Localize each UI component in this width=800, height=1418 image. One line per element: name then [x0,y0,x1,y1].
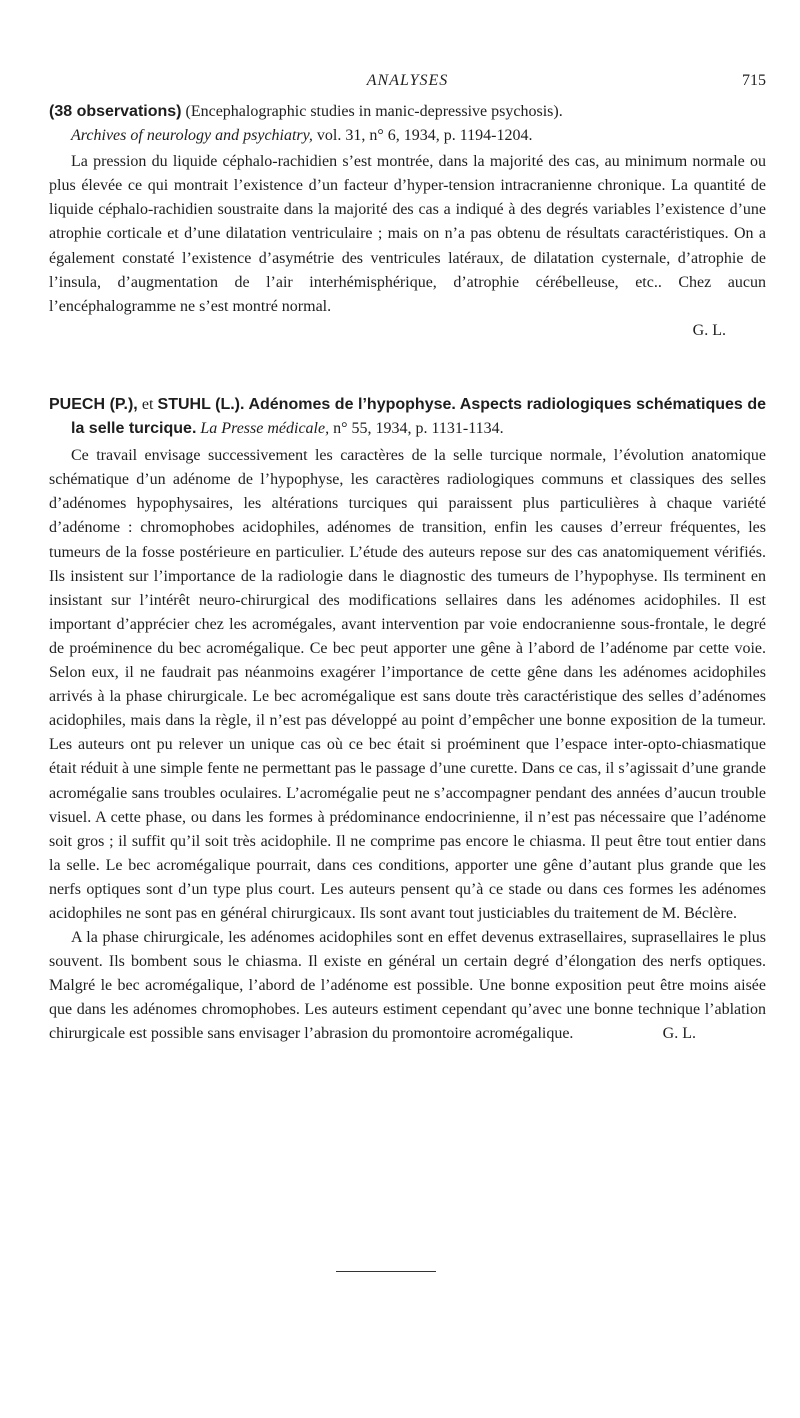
review-2-paragraph-2 [49,926,766,1046]
review-2-paragraph-1: Ce travail envisage successivement les caractères de la selle turcique normale, l’évolution anatomique schématique d’un adénome de l’hypophyse, les caractères radiologiques communs et classiques des selles d’adénomes hypophysaires, les altérations turciques qui paraissent plus particulières à chaque variété d’adénome : chromophobes acidophiles, adénomes de transition, enfin les causes d’erreur fréquentes, les tumeurs de la fosse postérieure en particulier. L’étude des auteurs repose sur des cas anatomiquement vérifiés. Ils insistent sur l’importance de la radiologie dans le diagnostic des tumeurs de l’hypophyse. Ils terminent en insistant sur l’intérêt neuro-chirurgical des modifications sellaires dans les adénomes acidophiles. Il est important d’apprécier chez les acromégales, avant intervention par voie endocranienne sous-frontale, le degré de proéminence du bec acromégalique. Ce bec peut apporter une gêne à l’abord de l’adénome par cette voie. Selon eux, il ne faudrait pas néanmoins exagérer l’importance de cette gêne dans les adénomes acidophiles arrivés à la phase chirurgicale. Le bec acromégalique est sans doute très caractéristique des selles d’adénomes acidophiles, mais dans la règle, il n’est pas développé au point d’empêcher une bonne exposition de la tumeur. Les auteurs ont pu relever un unique cas où ce bec était si proéminent que l’espace inter-opto-chiasmatique était réduit à une simple fente ne permettant pas le passage d’une curette. Dans ce cas, il s’agissait d’une grande acromégalie sans troubles oculaires. L’acromégalie peut ne s’accompagner pendant des années d’aucun trouble visuel. A cette phase, ou dans les formes à prédominance endocrinienne, il n’est pas nécessaire que l’adénome soit gros ; il suffit qu’il soit très acidophile. Il ne comprime pas encore le chiasma. Il peut être tout entier dans la selle. Le bec acromégalique pourrait, dans ces conditions, apporter une gêne d’autant plus grande que les nerfs optiques sont d’un type plus court. Les auteurs pensent qu’à ce stade ou dans ces formes les adénomes acidophiles ne sont pas en général chirurgicaux. Ils sont avant tout justiciables du traitement de M. Béclère. [49,447,766,922]
review-2-paragraph-2-text: A la phase chirurgicale, les adénomes acidophiles sont en effet devenus extrasellaires, suprasellaires le plus souvent. Ils bombent sous le chiasma. Il existe en général un certain degré d’élongation des nerfs optiques. Malgré le bec acromégalique, l’abord de l’adénome est possible. Une bonne exposition peut être moins aisée que dans les adénomes chromophobes. Les auteurs estiment cependant qu’avec une bonne technique l’ablation chirurgicale est possible sans envisager l’abrasion du promontoire acromégalique. [49,929,766,1043]
review-2-publication: n° 55, 1934, p. 1131-1134. [329,420,504,438]
review-2-title: Adénomes de l’hypophyse. Aspects radiologiques schématiques de la selle turcique. [71,396,767,438]
review-2-and: et [137,396,158,413]
review-2-signature: G. L. [662,1025,696,1043]
review-2-author-2: STUHL (L.). [157,396,245,413]
review-1 [49,100,766,343]
review-1-signature: G. L. [692,321,726,339]
review-1-body: La pression du liquide céphalo-rachidien s’est montrée, dans la majorité des cas, au minimum normale ou plus élevée ce qui montrait l’existence d’un facteur d’hyper-tension intracranienne chronique. La quantité de liquide céphalo-rachidien soustraite dans la majorité des cas a indiqué à des degrés variables l’existence d’une atrophie corticale et d’une dilatation ventriculaire ; mais on n’a pas obtenu de résultats caractéristiques. On a également constaté l’existence d’asymétrie des ventricules latéraux, de dilatation cysternale, d’atrophie de l’insula, d’augmentation de l’air interhémisphérique, d’atrophie cérébelleuse, etc.. Chez aucun l’encéphalogramme ne s’est montré normal. [49,153,766,315]
review-2-citation [49,393,766,441]
review-1-publication: vol. 31, n° 6, 1934, p. 1194-1204. [312,127,533,145]
review-1-journal: Archives of neurology and psychiatry, [71,127,313,145]
review-2-author-1: PUECH (P.), [49,396,138,413]
running-head [49,72,766,94]
review-1-citation [49,100,766,148]
review-2 [49,393,766,1047]
review-2-journal: La Presse médicale, [200,420,330,438]
end-rule [336,1271,436,1272]
review-1-observations: (38 observations) [49,103,182,120]
page-number: 715 [742,72,766,89]
review-1-citation-title: (Encephalographic studies in manic-depressive psychosis). [181,103,563,120]
running-head-title: ANALYSES [366,72,449,89]
